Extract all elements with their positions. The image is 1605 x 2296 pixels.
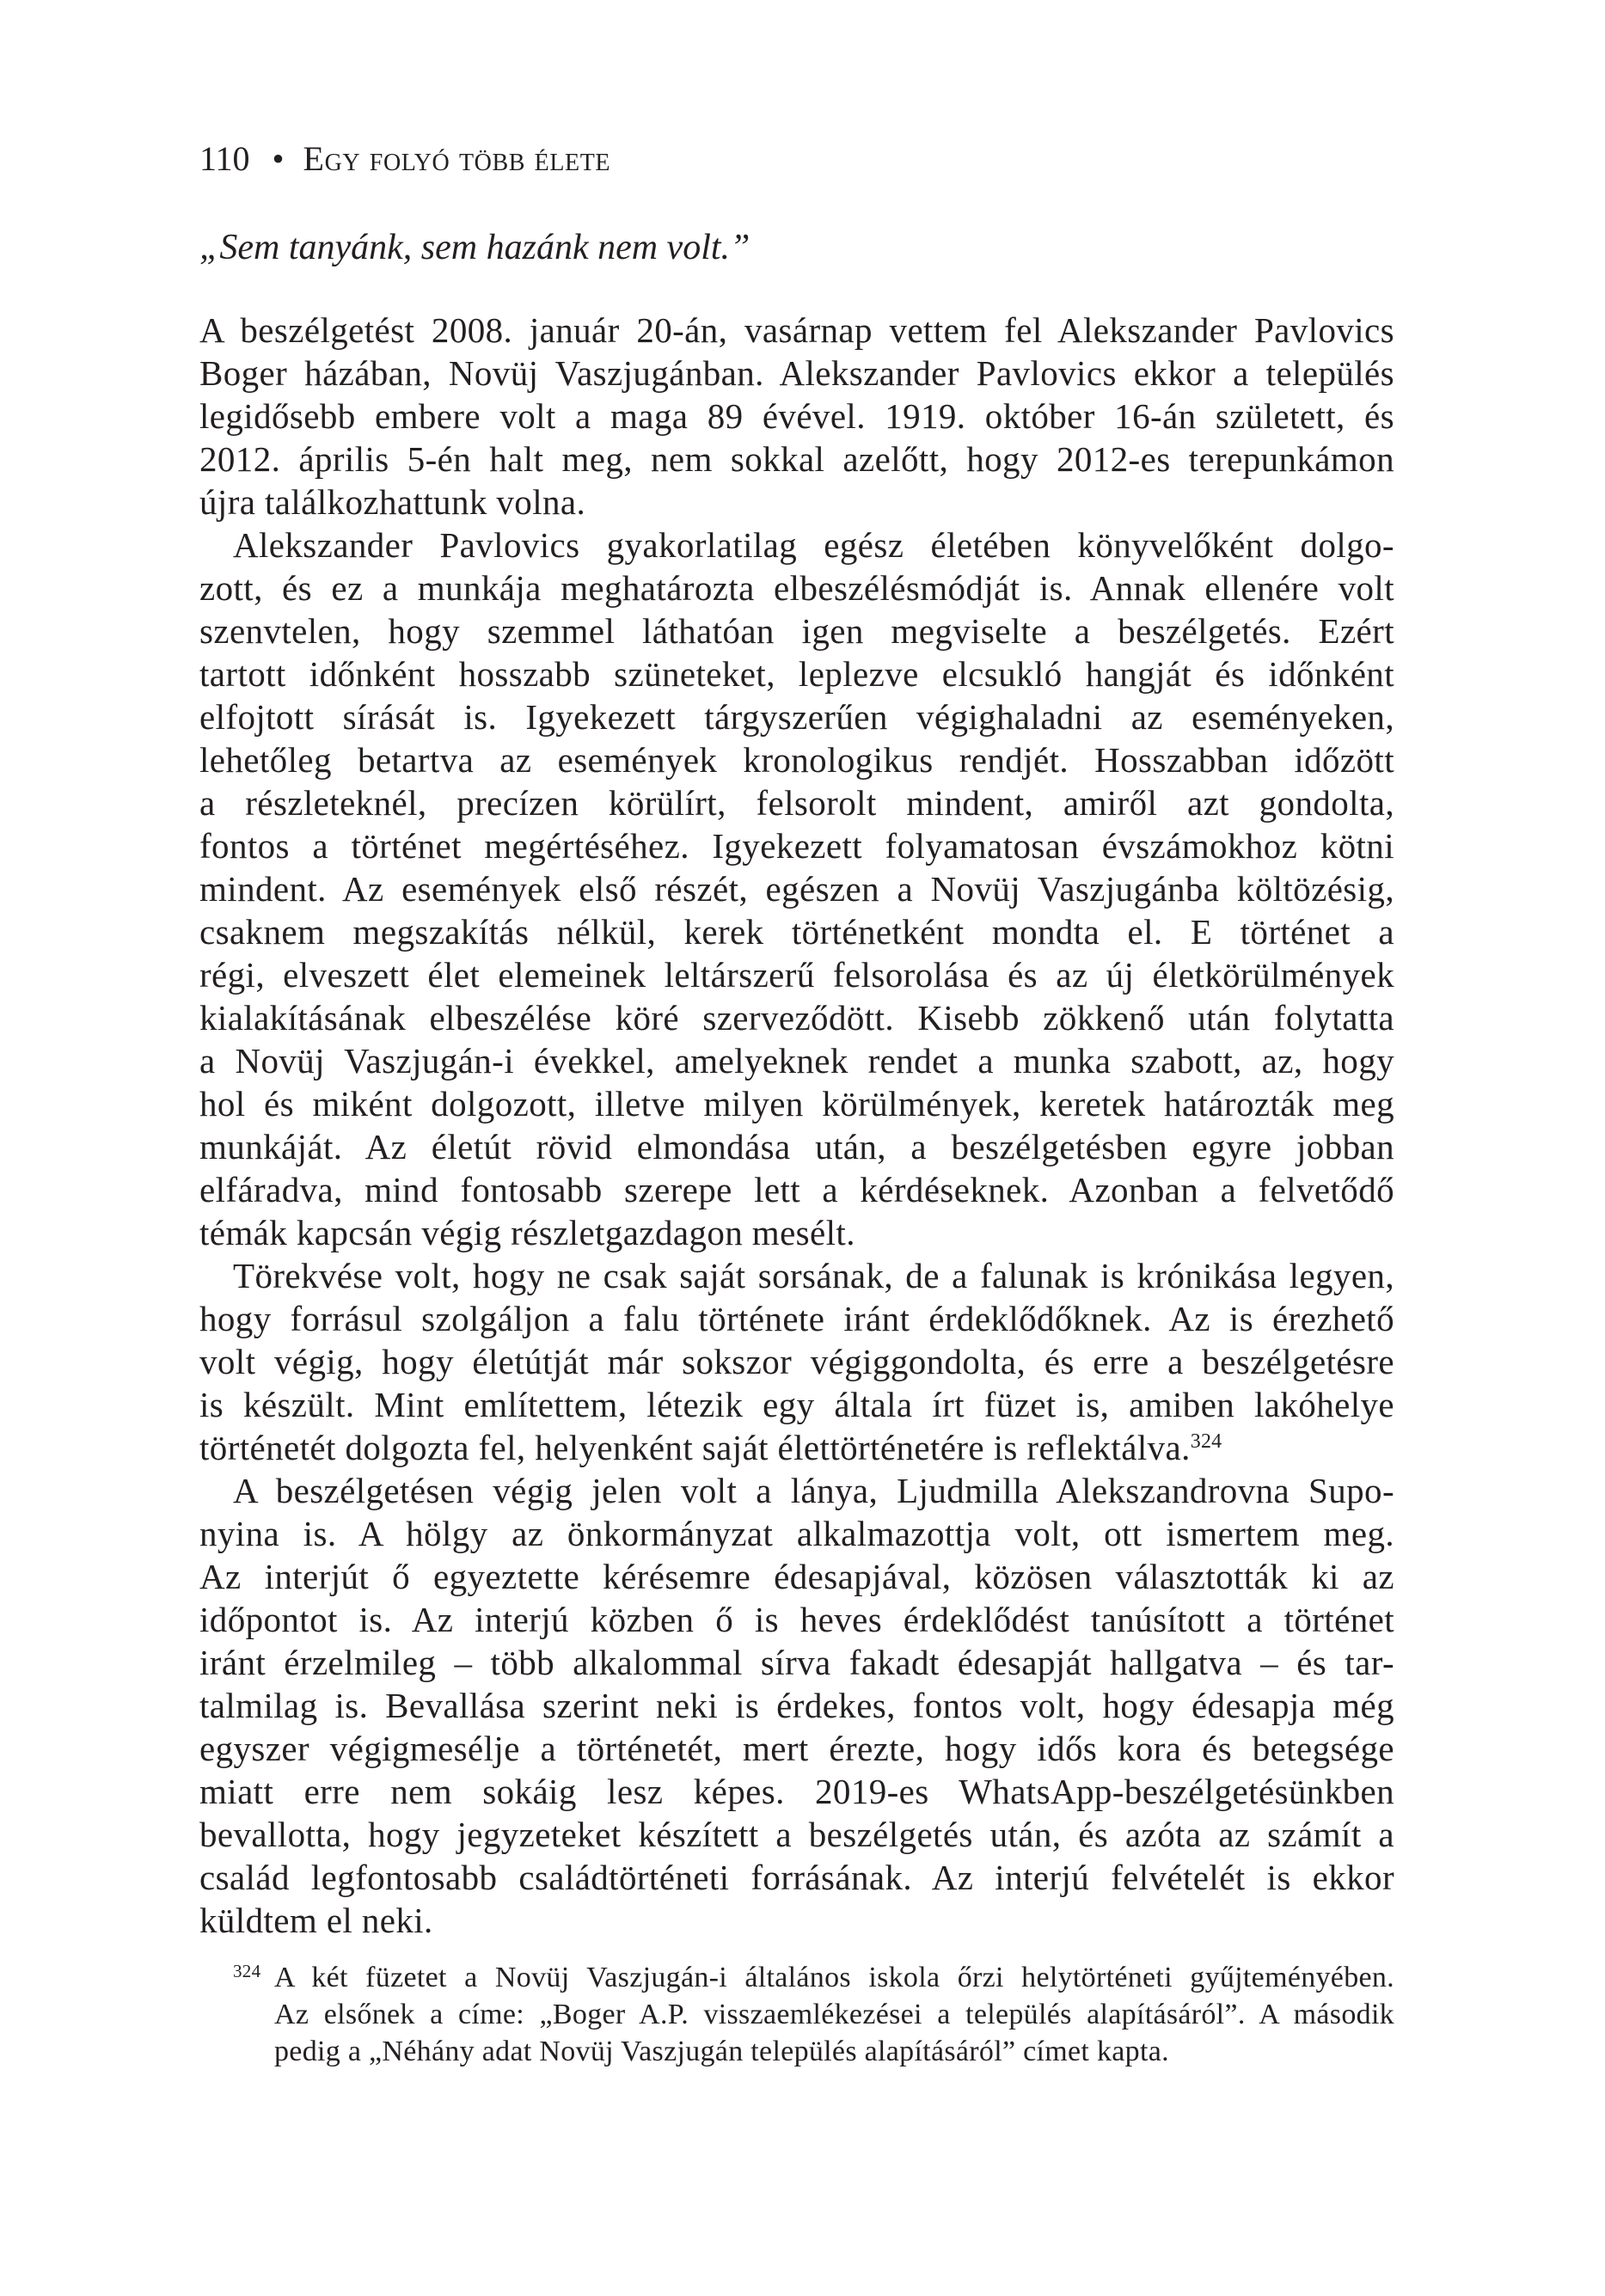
- body-line: elfojtott sírását is. Igyekezett tárgyszerűen végighaladni az eseményeken,: [199, 697, 1394, 737]
- body-line: hol és miként dolgozott, illetve milyen körülmények, keretek határozták meg: [199, 1084, 1394, 1124]
- footnote-line: [233, 1959, 1394, 1996]
- body-line: kialakításának elbeszélése köré szerveződött. Kisebb zökkenő után folytatta: [199, 998, 1394, 1038]
- footnote-line: Az elsőnek a címe: „Boger A.P. visszaemlékezései a település alapításáról”. A második: [274, 1999, 1394, 2030]
- body-line: időpontot is. Az interjú közben ő is heves érdeklődést tanúsított a történet: [199, 1600, 1394, 1639]
- paragraph: [199, 523, 1394, 1254]
- body-line: Az interjút ő egyeztette kérésemre édesapjával, közösen választották ki az: [199, 1557, 1394, 1596]
- body-line: küldtem el neki.: [199, 1901, 433, 1940]
- body-line: a Novüj Vaszjugán-i évekkel, amelyeknek rendet a munka szabott, az, hogy: [199, 1041, 1394, 1081]
- body-line: A beszélgetést 2008. január 20-án, vasárnap vettem fel Alekszander Pavlovics: [199, 310, 1394, 350]
- footnote-line-text: A két füzetet a Novüj Vaszjugán-i általános iskola őrzi helytörténeti gyűjteményében.: [274, 1962, 1394, 1993]
- body-line: fontos a történet megértéséhez. Igyekezett folyamatosan évszámokhoz kötni: [199, 826, 1394, 866]
- footnote-line: pedig a „Néhány adat Novüj Vaszjugán település alapításáról” címet kapta.: [274, 2036, 1169, 2067]
- footnote-reference: 324: [1190, 1430, 1222, 1453]
- body-line: Boger házában, Novüj Vaszjugánban. Alekszander Pavlovics ekkor a település: [199, 353, 1394, 393]
- body-line: volt végig, hogy életútját már sokszor végiggondolta, és erre a beszélgetésre: [199, 1342, 1394, 1381]
- body-line: Alekszander Pavlovics gyakorlatilag egész életében könyvelőként dolgo-: [233, 525, 1394, 565]
- body-line: A beszélgetésen végig jelen volt a lánya, Ljudmilla Alekszandrovna Supo-: [233, 1471, 1394, 1510]
- body-line: legidősebb embere volt a maga 89 évével. 1919. október 16-án született, és: [199, 396, 1394, 436]
- section-title: „Sem tanyánk, sem hazánk nem volt.”: [199, 228, 750, 267]
- header-separator: •: [272, 139, 285, 178]
- body-line: mindent. Az események első részét, egészen a Novüj Vaszjugánba költözésig,: [199, 869, 1394, 909]
- body-line: nyina is. A hölgy az önkormányzat alkalmazottja volt, ott ismertem meg.: [199, 1514, 1394, 1553]
- body-line: tartott időnként hosszabb szüneteket, leplezve elcsukló hangját és időnként: [199, 654, 1394, 694]
- footnote: [233, 1959, 1394, 2070]
- body-line: egyszer végigmesélje a történetét, mert érezte, hogy idős kora és betegsége: [199, 1729, 1394, 1768]
- footnote-number: 324: [233, 1961, 261, 1981]
- paragraph: [199, 1254, 1394, 1469]
- body-line: elfáradva, mind fontosabb szerepe lett a kérdéseknek. Azonban a felvetődő: [199, 1170, 1394, 1209]
- running-header: [199, 138, 610, 181]
- body-line: család legfontosabb családtörténeti forrásának. Az interjú felvételét is ekkor: [199, 1858, 1394, 1897]
- paragraph: [199, 1469, 1394, 1942]
- page-number: 110: [199, 139, 250, 178]
- body-line: szenvtelen, hogy szemmel láthatóan igen megviselte a beszélgetés. Ezért: [199, 611, 1394, 651]
- body-line: a részleteknél, precízen körülírt, felsorolt mindent, amiről azt gondolta,: [199, 783, 1394, 823]
- body-line: zott, és ez a munkája meghatározta elbeszélésmódját is. Annak ellenére volt: [199, 568, 1394, 608]
- body-line: témák kapcsán végig részletgazdagon mesélt.: [199, 1213, 855, 1252]
- body-line: hogy forrásul szolgáljon a falu története iránt érdeklődőknek. Az is érezhető: [199, 1299, 1394, 1338]
- body-line: Törekvése volt, hogy ne csak saját sorsának, de a falunak is krónikása legyen,: [233, 1256, 1394, 1295]
- body-line: 2012. április 5-én halt meg, nem sokkal azelőtt, hogy 2012-es terepunkámon: [199, 439, 1394, 479]
- body-line: bevallotta, hogy jegyzeteket készített a beszélgetés után, és azóta az számít a: [199, 1815, 1394, 1854]
- body-line: is készült. Mint említettem, létezik egy általa írt füzet is, amiben lakóhelye: [199, 1385, 1394, 1424]
- body-line: talmilag is. Bevallása szerint neki is érdekes, fontos volt, hogy édesapja még: [199, 1686, 1394, 1725]
- body-line: lehetőleg betartva az események kronologikus rendjét. Hosszabban időzött: [199, 740, 1394, 780]
- body-line: csaknem megszakítás nélkül, kerek történetként mondta el. E történet a: [199, 912, 1394, 952]
- body-line: iránt érzelmileg – több alkalommal sírva fakadt édesapját hallgatva – és tar-: [199, 1643, 1394, 1682]
- body-line: miatt erre nem sokáig lesz képes. 2019-es WhatsApp-beszélgetésünkben: [199, 1772, 1394, 1811]
- body-line: munkáját. Az életút rövid elmondása után, a beszélgetésben egyre jobban: [199, 1127, 1394, 1166]
- body-line: újra találkozhattunk volna.: [199, 482, 586, 522]
- body-line: régi, elveszett élet elemeinek leltárszerű felsorolása és az új életkörülmények: [199, 955, 1394, 995]
- paragraph: [199, 309, 1394, 523]
- body-line: [199, 1426, 1394, 1469]
- body-text: [199, 309, 1394, 1942]
- running-title: Egy folyó több élete: [303, 139, 611, 178]
- body-line-text: történetét dolgozta fel, helyenként saját élettörténetére is reflektálva.: [199, 1428, 1191, 1467]
